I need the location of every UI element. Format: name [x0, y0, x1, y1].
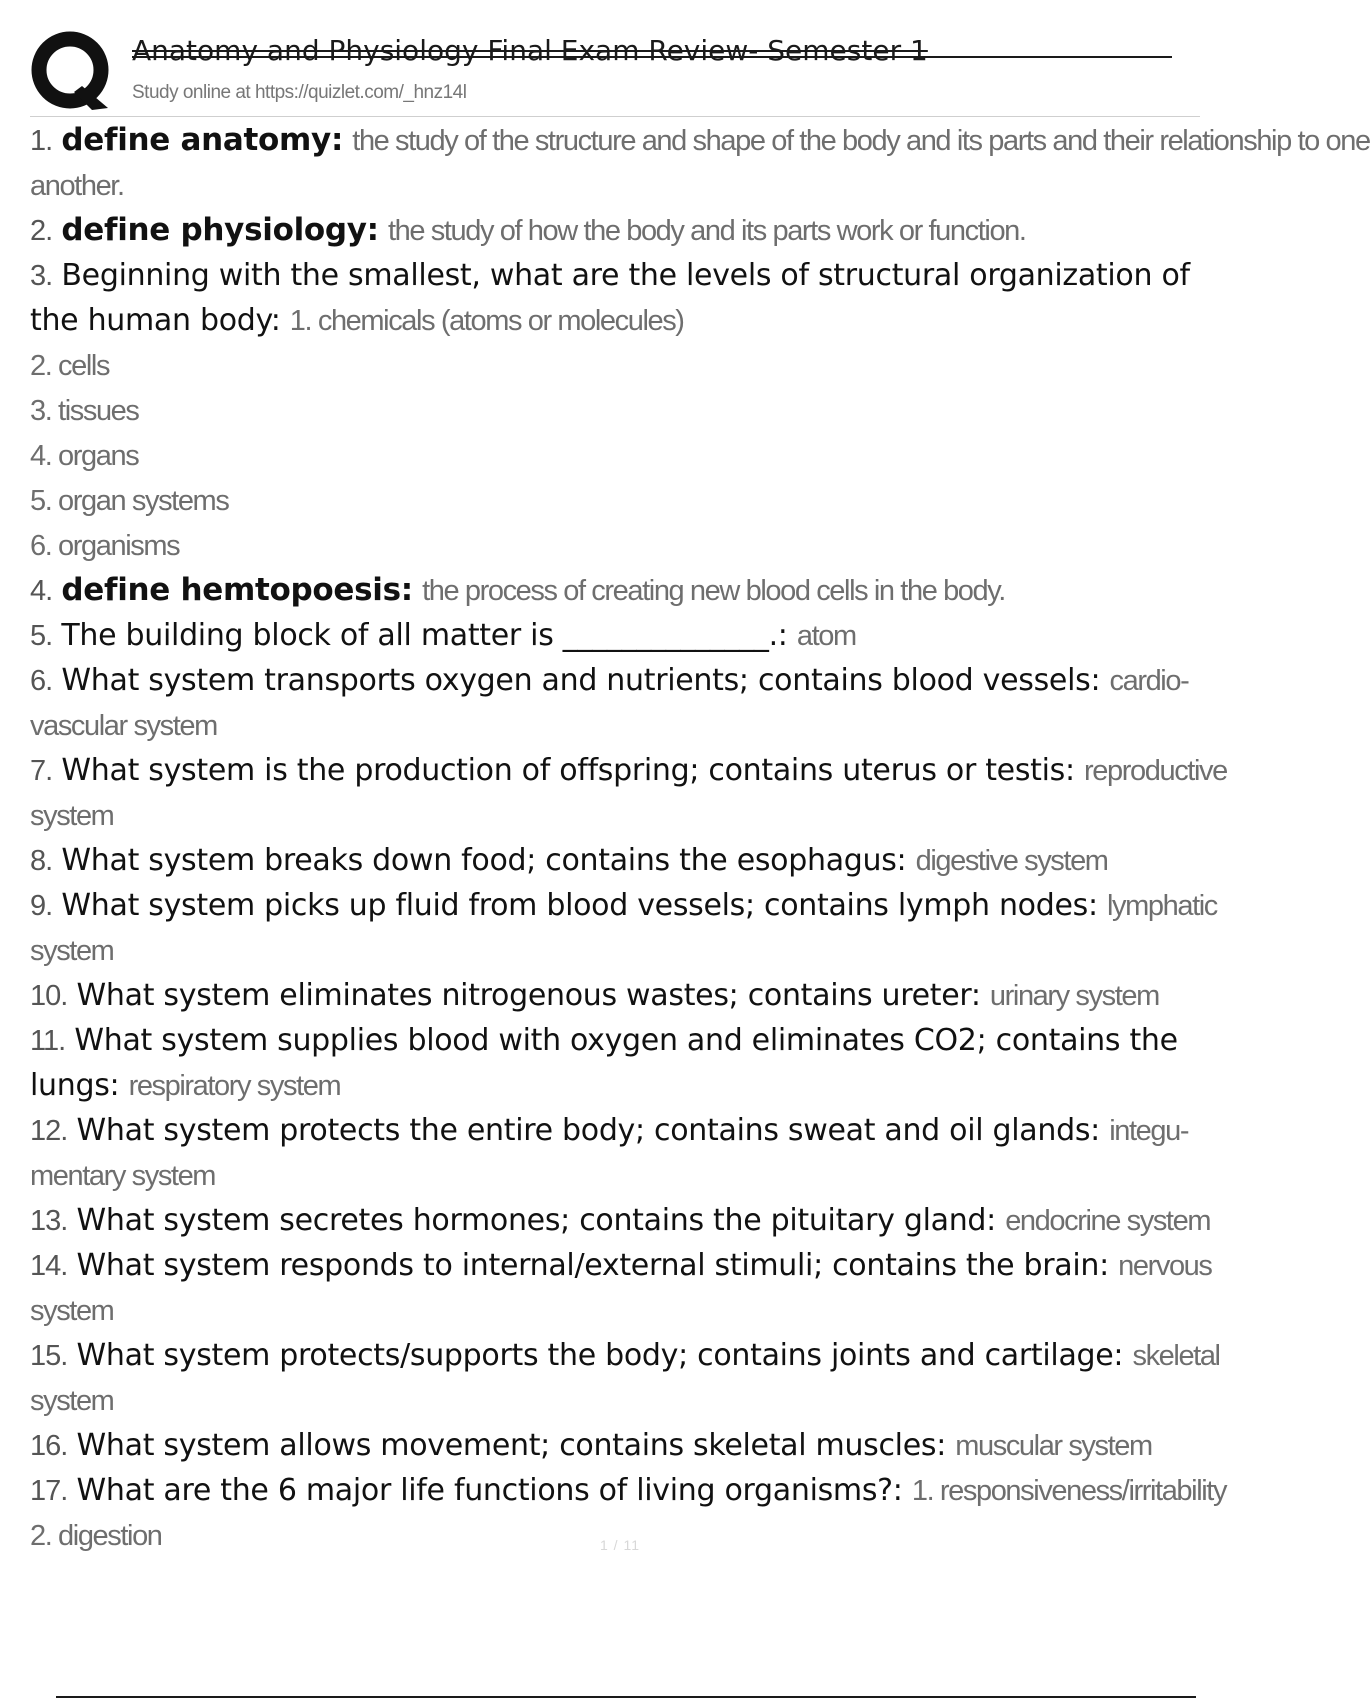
- question-text: define anatomy:: [61, 122, 344, 158]
- item-number: 5.: [30, 620, 53, 652]
- answer-text: reproductive: [1084, 755, 1227, 787]
- question-text: What system is the production of offspring; contains uterus or testis:: [61, 753, 1075, 788]
- answer-text: endocrine system: [1005, 1205, 1211, 1237]
- flashcard-item: [30, 118, 1370, 163]
- item-number: 8.: [30, 845, 53, 877]
- question-text: What system eliminates nitrogenous wastes; contains ureter:: [76, 978, 981, 1013]
- answer-text: 4. organs: [30, 440, 139, 472]
- flashcard-item: [30, 1468, 1227, 1513]
- answer-text: system: [30, 1295, 114, 1327]
- answer-continuation: [30, 793, 1200, 838]
- answer-continuation: [30, 928, 1200, 973]
- flashcard-item: [30, 1198, 1211, 1243]
- answer-continuation: [30, 163, 1200, 208]
- item-number: 10.: [30, 980, 68, 1012]
- question-text: What system responds to internal/external stimuli; contains the brain:: [76, 1248, 1109, 1283]
- answer-text: 1. chemicals (atoms or molecules): [289, 305, 684, 337]
- question-text: lungs:: [30, 1068, 120, 1103]
- question-continuation: [30, 1063, 1200, 1108]
- question-text: What system supplies blood with oxygen and eliminates CO2; contains the: [74, 1023, 1178, 1058]
- item-number: 6.: [30, 665, 53, 697]
- flashcard-item: [30, 1108, 1200, 1153]
- answer-text: respiratory system: [128, 1070, 341, 1102]
- answer-continuation: [30, 343, 1200, 388]
- flashcard-item: [30, 568, 1200, 613]
- document-header: [30, 30, 1170, 115]
- answer-text: urinary system: [989, 980, 1159, 1012]
- question-text: define physiology:: [61, 212, 379, 248]
- answer-text: integu-: [1109, 1115, 1189, 1147]
- answer-continuation: [30, 1288, 1200, 1333]
- flashcard-item: [30, 1423, 1200, 1468]
- answer-text: skeletal: [1132, 1340, 1220, 1372]
- answer-text: vascular system: [30, 710, 217, 742]
- answer-text: 3. tissues: [30, 395, 139, 427]
- answer-text: 6. organisms: [30, 530, 180, 562]
- item-number: 11.: [30, 1025, 66, 1057]
- question-text: Beginning with the smallest, what are the levels of structural organization of: [61, 258, 1190, 293]
- answer-text: cardio-: [1109, 665, 1189, 697]
- flashcard-item: [30, 208, 1200, 253]
- question-continuation: [30, 298, 1200, 343]
- question-text: What system protects the entire body; contains sweat and oil glands:: [76, 1113, 1100, 1148]
- question-text: What system breaks down food; contains the esophagus:: [61, 843, 907, 878]
- item-number: 1.: [30, 125, 53, 157]
- answer-text: mentary system: [30, 1160, 216, 1192]
- item-number: 14.: [30, 1250, 68, 1282]
- question-text: What system secretes hormones; contains the pituitary gland:: [76, 1203, 996, 1238]
- answer-continuation: [30, 433, 1200, 478]
- answer-text: 1. responsiveness/irritability: [911, 1475, 1227, 1507]
- item-number: 16.: [30, 1430, 68, 1462]
- flashcard-item: [30, 838, 1200, 883]
- quizlet-logo-icon: [30, 30, 112, 112]
- answer-text: nervous: [1118, 1250, 1212, 1282]
- answer-text: lymphatic: [1107, 890, 1217, 922]
- flashcard-item: [30, 253, 1200, 298]
- item-number: 12.: [30, 1115, 68, 1147]
- answer-text: the study of how the body and its parts work or function.: [388, 215, 1026, 247]
- item-number: 3.: [30, 260, 53, 292]
- answer-text: 2. cells: [30, 350, 110, 382]
- question-text: What system transports oxygen and nutrients; contains blood vessels:: [61, 663, 1101, 698]
- flashcard-item: [30, 973, 1200, 1018]
- page-number: 1 / 11: [600, 1537, 640, 1553]
- answer-continuation: [30, 703, 1200, 748]
- answer-text: 5. organ systems: [30, 485, 229, 517]
- answer-text: muscular system: [955, 1430, 1152, 1462]
- answer-text: another.: [30, 170, 124, 202]
- flashcard-item: [30, 613, 1200, 658]
- flashcard-item: [30, 1243, 1212, 1288]
- question-text: What are the 6 major life functions of living organisms?:: [76, 1473, 903, 1508]
- answer-continuation: [30, 1153, 1200, 1198]
- question-text: What system picks up fluid from blood vessels; contains lymph nodes:: [61, 888, 1098, 923]
- flashcard-item: [30, 658, 1200, 703]
- answer-continuation: [30, 1378, 1200, 1423]
- item-number: 9.: [30, 890, 53, 922]
- item-number: 13.: [30, 1205, 68, 1237]
- question-text: define hemtopoesis:: [61, 572, 413, 608]
- item-number: 4.: [30, 575, 53, 607]
- question-text: What system protects/supports the body; contains joints and cartilage:: [76, 1338, 1124, 1373]
- flashcard-list: [30, 118, 1370, 1558]
- header-divider: [30, 116, 1200, 117]
- answer-text: the study of the structure and shape of the body and its parts and their relationship to one: [352, 125, 1370, 157]
- item-number: 17.: [30, 1475, 68, 1507]
- question-text: the human body:: [30, 303, 281, 338]
- study-online-link[interactable]: Study online at https://quizlet.com/_hnz14l: [132, 82, 467, 103]
- answer-text: system: [30, 1385, 114, 1417]
- flashcard-item: [30, 883, 1217, 928]
- item-number: 15.: [30, 1340, 68, 1372]
- item-number: 2.: [30, 215, 53, 247]
- footer-rule: [56, 1696, 1196, 1698]
- answer-text: digestive system: [915, 845, 1108, 877]
- answer-text: system: [30, 935, 114, 967]
- flashcard-item: [30, 748, 1227, 793]
- answer-continuation: [30, 523, 1200, 568]
- flashcard-item: [30, 1018, 1200, 1063]
- flashcard-item: [30, 1333, 1220, 1378]
- answer-continuation: [30, 478, 1200, 523]
- item-number: 7.: [30, 755, 53, 787]
- question-text: The building block of all matter is ______________.:: [61, 618, 788, 653]
- answer-continuation: [30, 388, 1200, 433]
- question-text: What system allows movement; contains skeletal muscles:: [76, 1428, 947, 1463]
- answer-text: atom: [796, 620, 856, 652]
- answer-text: 2. digestion: [30, 1520, 162, 1552]
- answer-text: the process of creating new blood cells in the body.: [422, 575, 1005, 607]
- answer-text: system: [30, 800, 114, 832]
- document-title: Anatomy and Physiology Final Exam Review- Semester 1: [132, 34, 928, 67]
